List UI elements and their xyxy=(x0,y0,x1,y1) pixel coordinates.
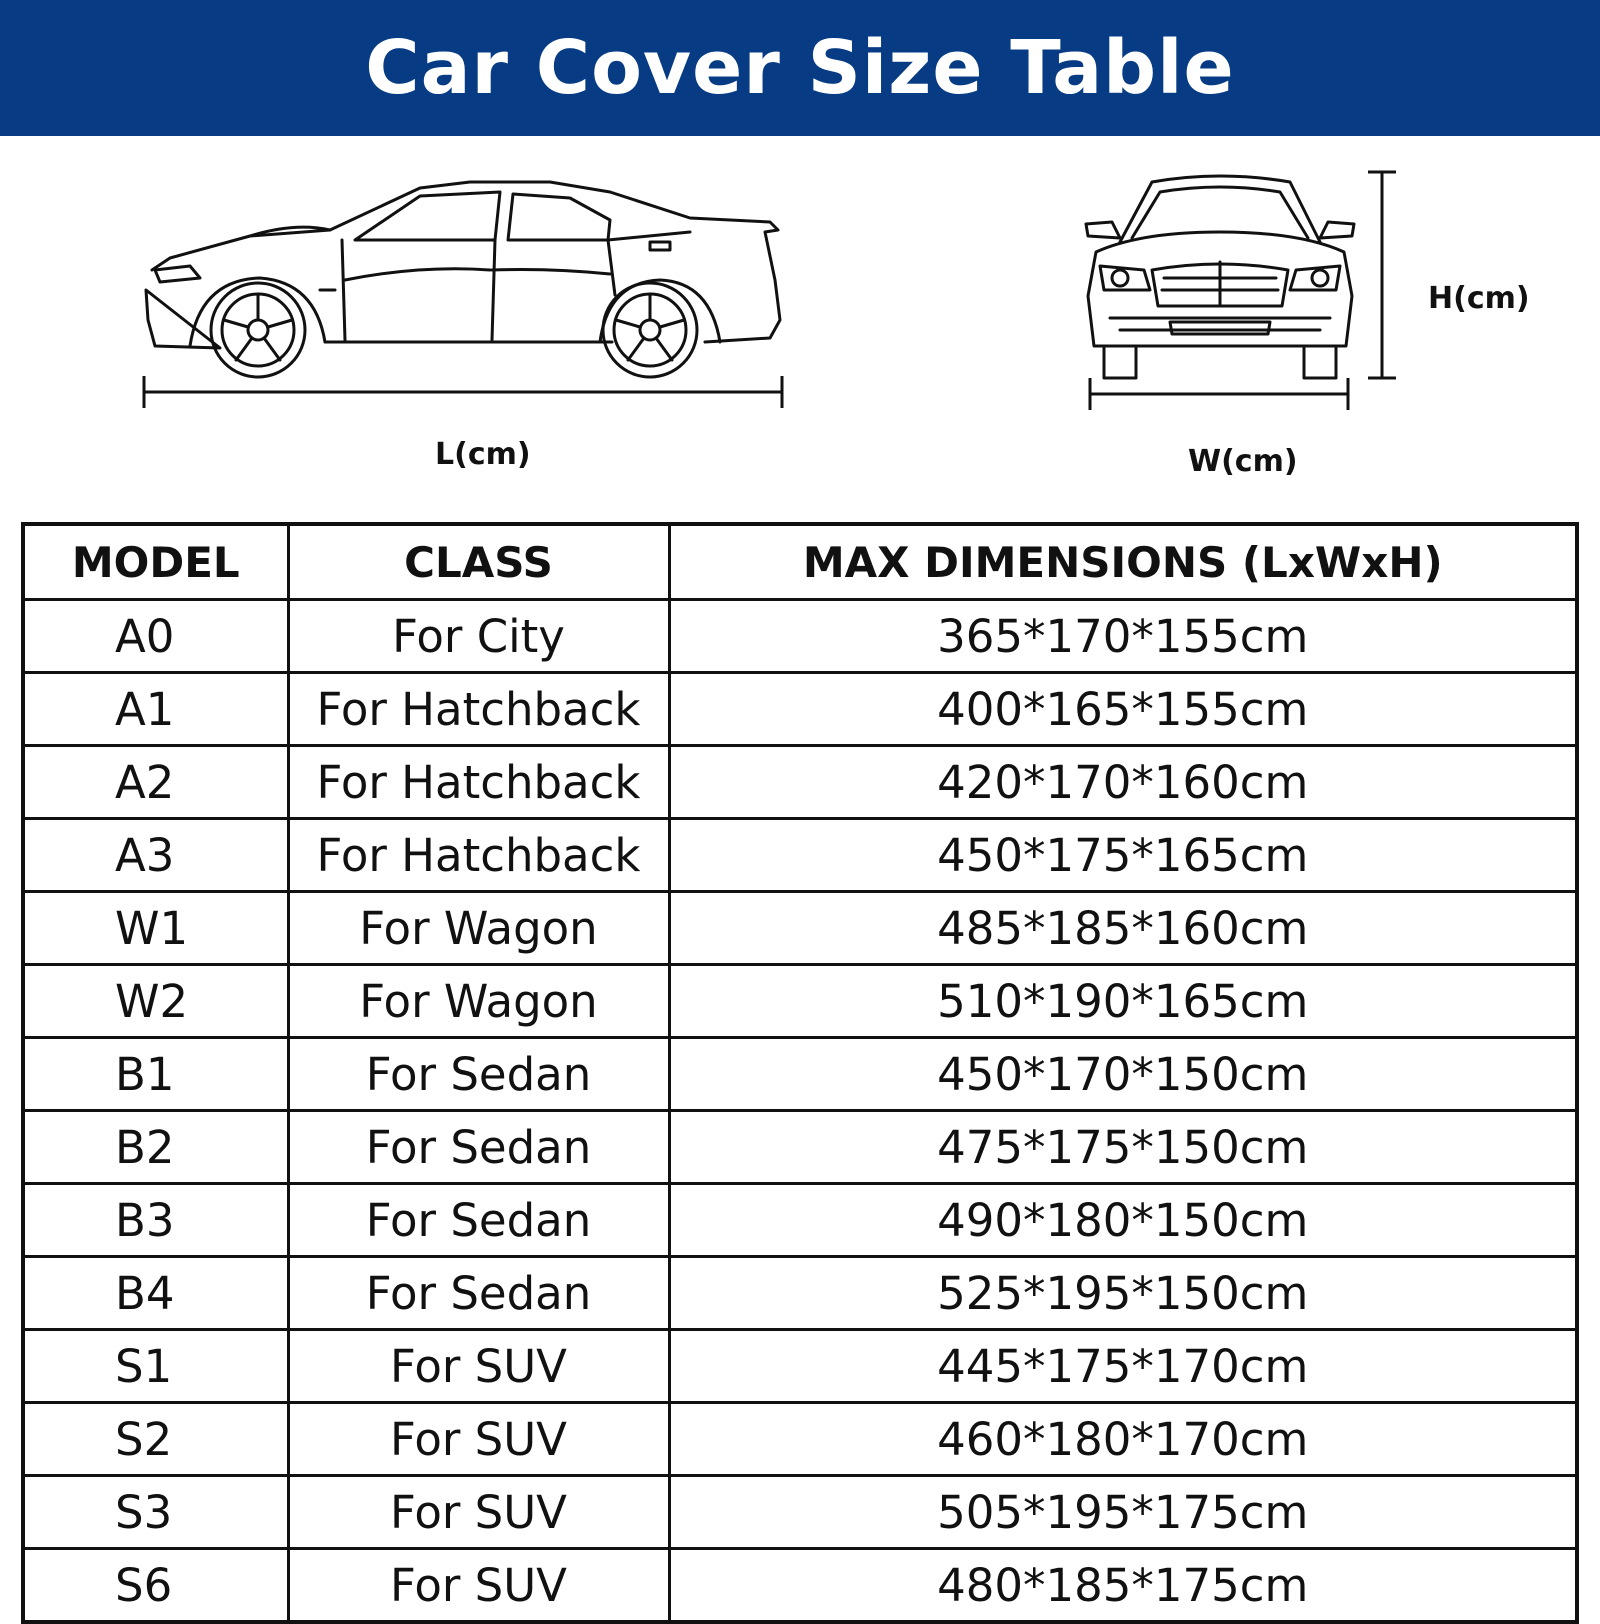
table-row xyxy=(23,1038,1577,1111)
dimensions-cell: 420*170*160cm xyxy=(669,746,1577,819)
class-cell: For SUV xyxy=(288,1403,669,1476)
model-cell: S6 xyxy=(23,1549,288,1623)
dimensions-cell: 505*195*175cm xyxy=(669,1476,1577,1549)
dimensions-cell: 460*180*170cm xyxy=(669,1403,1577,1476)
table-row xyxy=(23,1111,1577,1184)
dimensions-cell: 490*180*150cm xyxy=(669,1184,1577,1257)
dimensions-cell: 365*170*155cm xyxy=(669,600,1577,673)
table-header-row xyxy=(23,524,1577,600)
class-cell: For Sedan xyxy=(288,1257,669,1330)
dimensions-cell: 510*190*165cm xyxy=(669,965,1577,1038)
dimensions-cell: 445*175*170cm xyxy=(669,1330,1577,1403)
class-cell: For Hatchback xyxy=(288,746,669,819)
model-cell: W1 xyxy=(23,892,288,965)
title-banner xyxy=(0,0,1600,136)
table-row xyxy=(23,1330,1577,1403)
class-cell: For Sedan xyxy=(288,1184,669,1257)
dimensions-cell: 400*165*155cm xyxy=(669,673,1577,746)
dimensions-cell: 525*195*150cm xyxy=(669,1257,1577,1330)
car-side-view-illustration xyxy=(130,170,820,430)
class-cell: For Wagon xyxy=(288,965,669,1038)
table-row xyxy=(23,746,1577,819)
class-cell: For Hatchback xyxy=(288,673,669,746)
header-dimensions: MAX DIMENSIONS (LxWxH) xyxy=(669,524,1577,600)
model-cell: A1 xyxy=(23,673,288,746)
model-cell: W2 xyxy=(23,965,288,1038)
table-row xyxy=(23,965,1577,1038)
dimensions-cell: 480*185*175cm xyxy=(669,1549,1577,1623)
table-row xyxy=(23,600,1577,673)
class-cell: For Hatchback xyxy=(288,819,669,892)
table-row xyxy=(23,1257,1577,1330)
height-label: H(cm) xyxy=(1428,281,1530,316)
header-class: CLASS xyxy=(288,524,669,600)
class-cell: For SUV xyxy=(288,1549,669,1623)
dimensions-cell: 450*175*165cm xyxy=(669,819,1577,892)
table-row xyxy=(23,819,1577,892)
model-cell: S3 xyxy=(23,1476,288,1549)
class-cell: For Sedan xyxy=(288,1038,669,1111)
class-cell: For Sedan xyxy=(288,1111,669,1184)
model-cell: A3 xyxy=(23,819,288,892)
class-cell: For Wagon xyxy=(288,892,669,965)
model-cell: S2 xyxy=(23,1403,288,1476)
table-row xyxy=(23,1184,1577,1257)
size-table xyxy=(21,522,1579,1624)
table-row xyxy=(23,1476,1577,1549)
car-front-view-illustration xyxy=(1080,166,1410,426)
table-row xyxy=(23,673,1577,746)
model-cell: B1 xyxy=(23,1038,288,1111)
model-cell: A2 xyxy=(23,746,288,819)
table-row xyxy=(23,1403,1577,1476)
page-title: Car Cover Size Table xyxy=(365,25,1235,111)
class-cell: For SUV xyxy=(288,1330,669,1403)
width-label: W(cm) xyxy=(1188,444,1298,479)
model-cell: B4 xyxy=(23,1257,288,1330)
model-cell: B2 xyxy=(23,1111,288,1184)
header-model: MODEL xyxy=(23,524,288,600)
class-cell: For SUV xyxy=(288,1476,669,1549)
model-cell: A0 xyxy=(23,600,288,673)
table-row xyxy=(23,892,1577,965)
dimensions-cell: 475*175*150cm xyxy=(669,1111,1577,1184)
model-cell: S1 xyxy=(23,1330,288,1403)
model-cell: B3 xyxy=(23,1184,288,1257)
dimensions-cell: 485*185*160cm xyxy=(669,892,1577,965)
table-row xyxy=(23,1549,1577,1623)
dimensions-cell: 450*170*150cm xyxy=(669,1038,1577,1111)
length-label: L(cm) xyxy=(435,437,531,472)
class-cell: For City xyxy=(288,600,669,673)
